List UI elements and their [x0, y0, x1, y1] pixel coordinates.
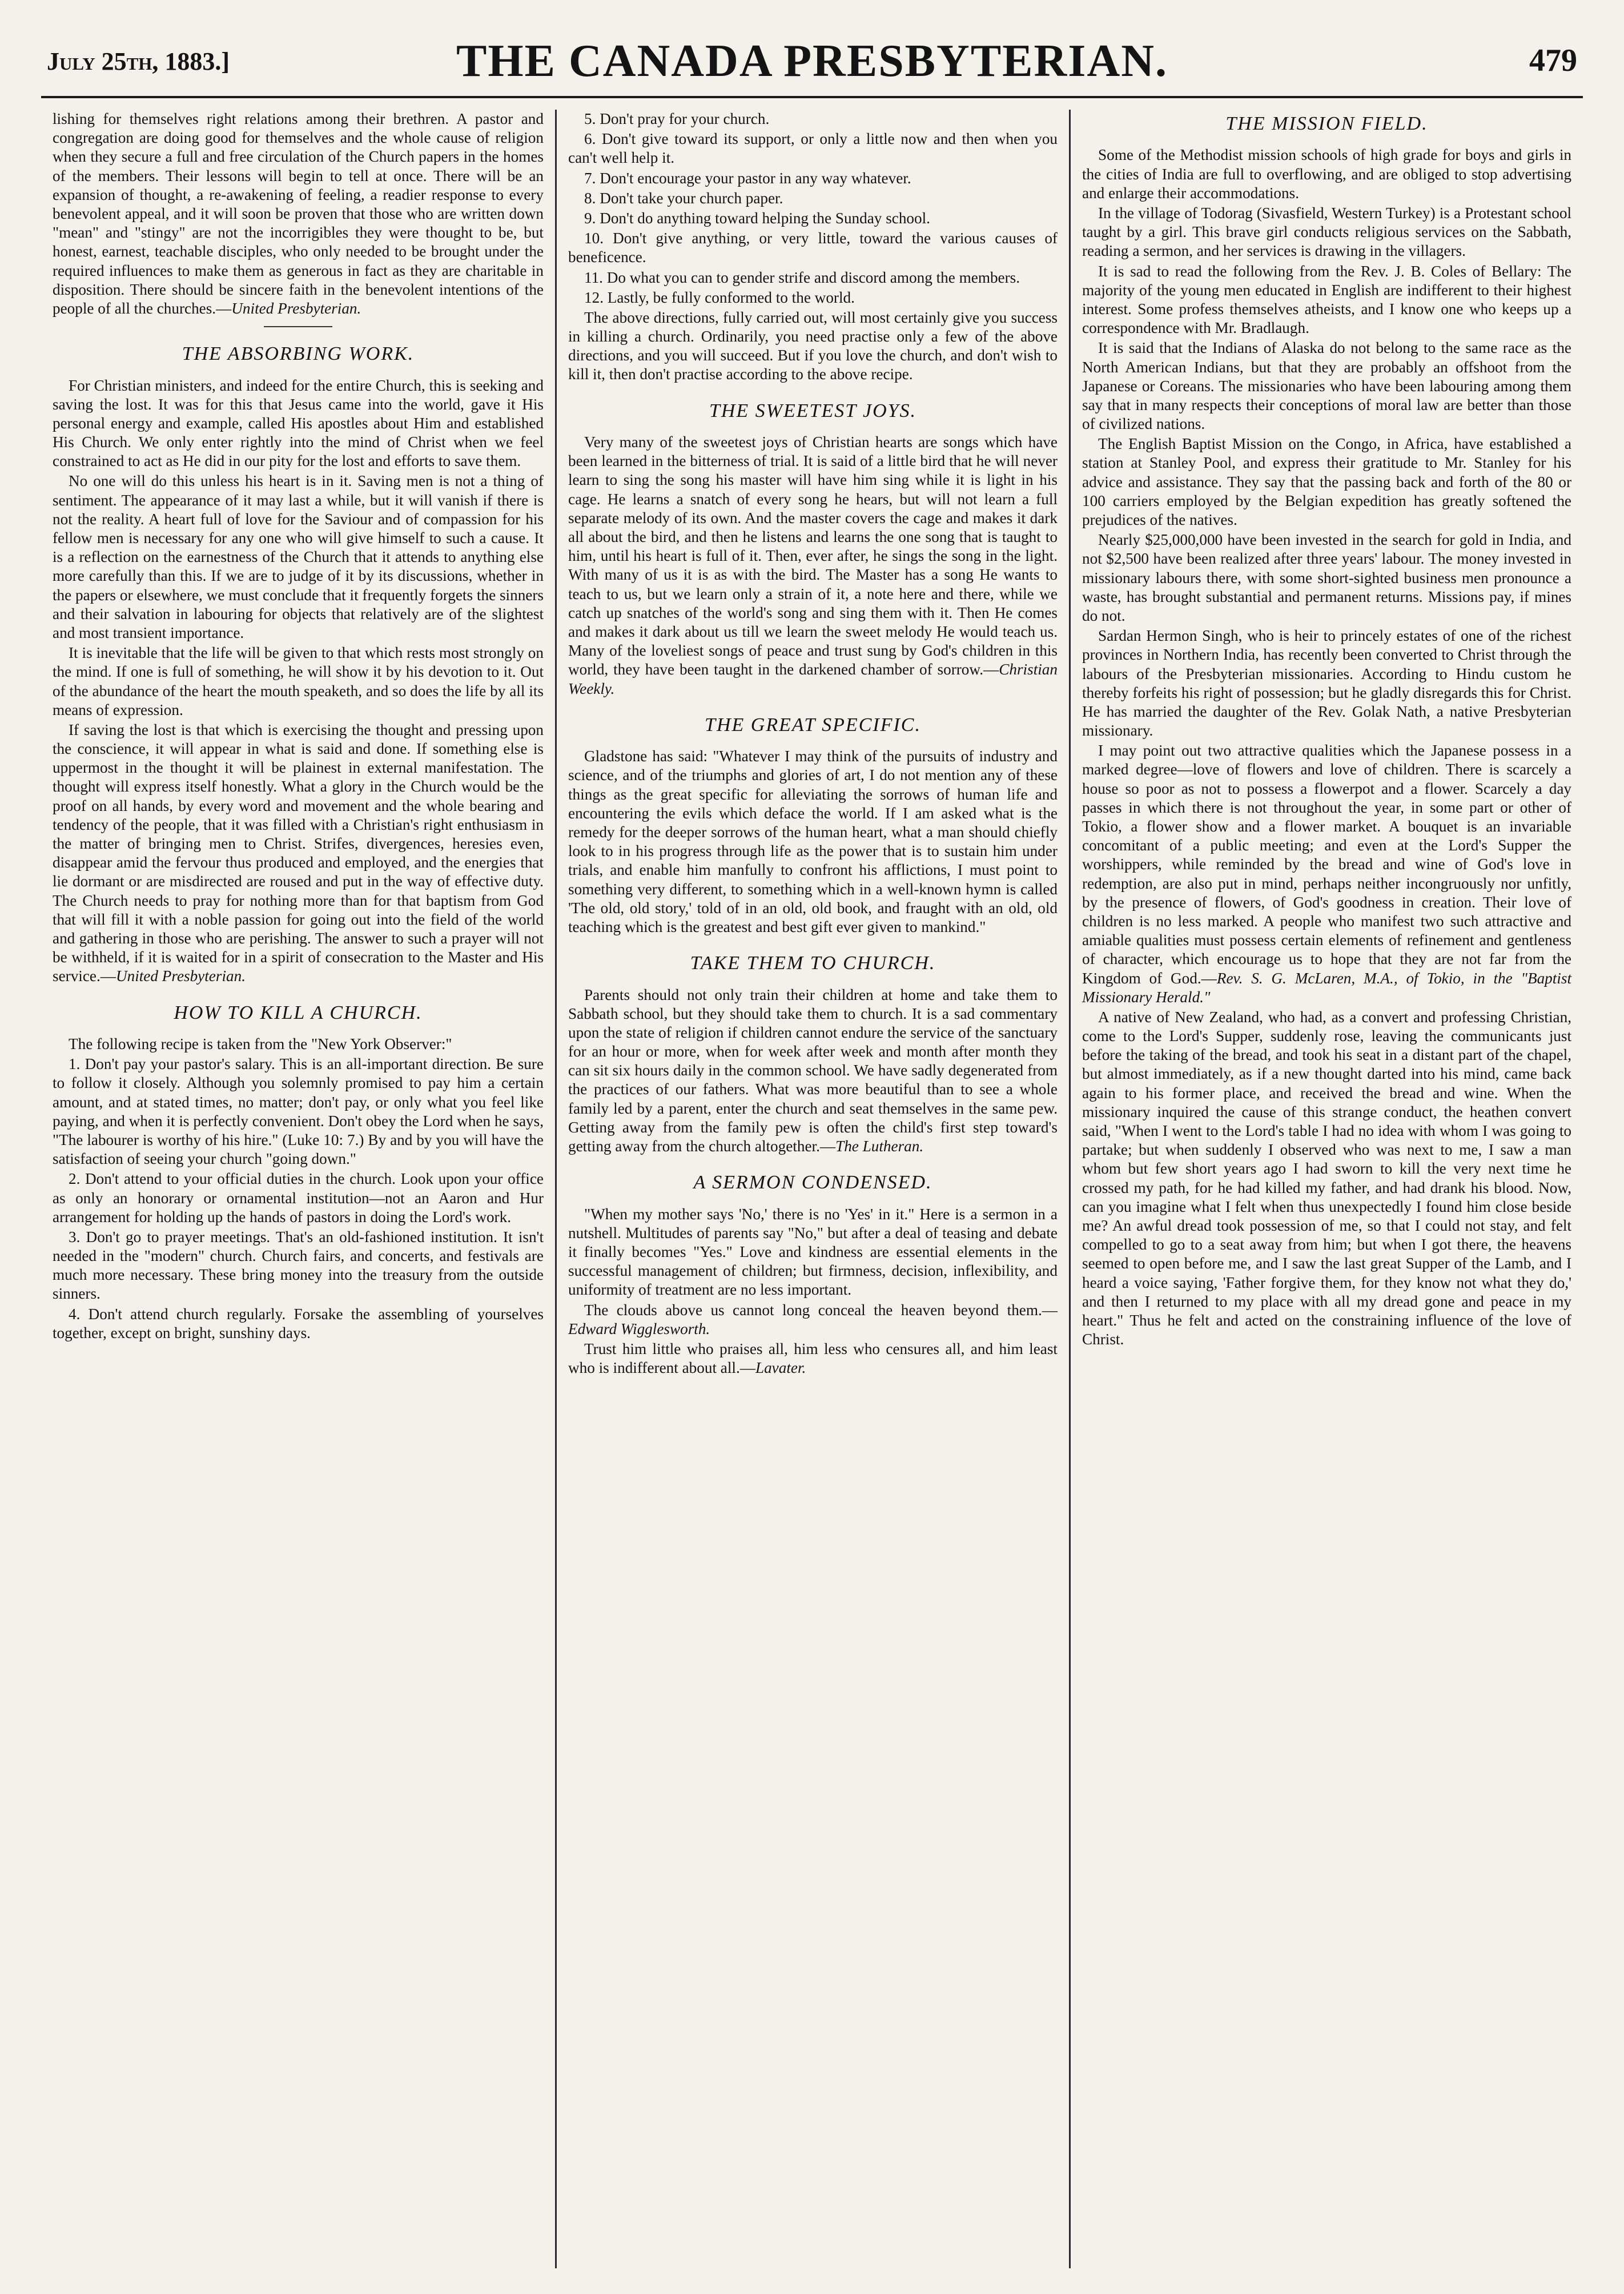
paragraph: It is said that the Indians of Alaska do not belong to the same race as the North American Indians, but that they are probably an offshoot from the Japanese or Coreans. The missionaries who have been labouring among them say that in many respects their conceptions of moral law are better than those of civilized nations. — [1082, 339, 1571, 433]
paragraph: If saving the lost is that which is exercising the thought and pressing upon the conscience, it will appear in what is said and done. If something else is uppermost in the thought it will be plainest in external manifestation. The thought will express itself honestly. What a glory in the Church would be the proof on all hands, by every word and movement and the whole bearing and tendency of the people, that it was filled with a Christian's right enthusiasm in the matter of bringing men to Christ. Strifes, divergences, heresies even, disappear amid the fervour thus produced and employed, and the energies that lie dormant or are misdirected are roused and put in the way of effective duty. The Church needs to pray for nothing more than for that baptism from God that will fill it with a noble passion for going out into the field of the world and gathering in those who are perishing. The answer to such a prayer will not be withheld, if it is waited for in a spirit of consecration to the Master and His service.—United Presbyterian. — [53, 721, 544, 985]
credit: Christian Weekly. — [568, 661, 1058, 697]
page-number: 479 — [1529, 43, 1577, 78]
newspaper-title: THE CANADA PRESBYTERIAN. — [456, 36, 1168, 86]
credit: Rev. S. G. McLaren, M.A., of Tokio, in the "Baptist Missionary Herald." — [1082, 969, 1571, 1006]
column-1 — [41, 110, 555, 2268]
columns — [41, 110, 1583, 2268]
paragraph: It is inevitable that the life will be given to that which rests most strongly on the mind. If one is full of something, he will show it by his devotion to it. Out of the abundance of the heart the mouth speaketh, and so does the life by all its means of expression. — [53, 644, 544, 718]
paragraph: Sardan Hermon Singh, who is heir to princely estates of one of the richest provinces in Northern India, has recently been converted to Christ through the labours of the Presbyterian missionaries. According to Hindu custom he thereby forfeits his right of possession; but he gladly disregards this for Christ. He has married the daughter of the Rev. Golak Nath, a native Presbyterian missionary. — [1082, 627, 1571, 740]
paragraph: The above directions, fully carried out, will most certainly give you success in killing a church. Ordinarily, you need practise only a few of the above directions, and you will succeed. But if you love the church, and don't wish to kill it, then don't practise according to the above recipe. — [568, 308, 1058, 383]
list-item: 1. Don't pay your pastor's salary. This is an all-important direction. Be sure to follow it closely. Although you solemnly promised to pay him a certain amount, and at stated times, no matter; don't pay, or only what you feel like paying, and when it is perfectly convenient. Don't obey the Lord when he says, "The labourer is worthy of his hire." (Luke 10: 7.) By and by you will have the satisfaction of seeing your church "going down." — [53, 1055, 544, 1168]
paragraph: The following recipe is taken from the "New York Observer:" — [69, 1035, 452, 1052]
column-3 — [1069, 110, 1583, 2268]
heading-sermon-condensed: A SERMON CONDENSED. — [693, 1172, 932, 1194]
paragraph: I may point out two attractive qualities which the Japanese possess in a marked degree—love of flowers and love of children. There is scarcely a house so poor as not to possess a flowerpot and a flower. Scarcely a day passes in which there is not throughout the year, in some part or other of Tokio, a flower show and a flower market. A bouquet is an invariable concomitant of a public meeting; and even at the Lord's Supper the worshippers, while reminded by the bread and wine of God's love in redemption, are also put in mind, perhaps neither incongruously nor unfitly, by the presence of flowers, of God's goodness in creation. Their love of children is no less marked. A people who manifest two such attractive and amiable qualities must possess certain elements of refinement and gentleness of character, which encourage us to hope that they are not far from the Kingdom of God.—Rev. S. G. McLaren, M.A., of Tokio, in the "Baptist Missionary Herald." — [1082, 742, 1571, 1006]
heading-how-to-kill-a-church: HOW TO KILL A CHURCH. — [174, 1002, 423, 1023]
paragraph: The English Baptist Mission on the Congo, in Africa, have established a station at Stanley Pool, and express their gratitude to Mr. Stanley for his advice and assistance. They say that the passing back and forth of the 80 or 100 carriers employed by the Belgian expedition has greatly softened the prejudices of the natives. — [1082, 435, 1571, 529]
paragraph: Gladstone has said: "Whatever I may think of the pursuits of industry and science, and of the triumphs and glories of art, I do not mention any of these things as the great specific for alleviating the sorrows of human life and encountering the evils which deface the world. If I am asked what is the remedy for the deeper sorrows of the human heart, what a man should chiefly look to in his progress through life as the power that is to sustain him under trials, and enable him manfully to confront his afflictions, I must point to something very different, to something which in a well-known hymn is called 'The old, old story,' told of in an old, old book, and fraught with an old, old teaching which is the greatest and best gift ever given to mankind." — [568, 748, 1058, 935]
list-item: 4. Don't attend church regularly. Forsake the assembling of yourselves together, except on bright, sunshiny days. — [53, 1305, 544, 1341]
newspaper-page — [41, 30, 1583, 2268]
paragraph: No one will do this unless his heart is in it. Saving men is not a thing of sentiment. The appearance of it may last a while, but it will vanish if there is not the reality. A heart full of love for the Saviour and of compassion for his fellow men is necessary for any one who will give himself to such a cause. It is a reflection on the earnestness of the Church that it attends to anything else more carefully than this. If we are to judge of it by its discussions, whether in the papers or elsewhere, we must conclude that it frequently forgets the sinners and their salvation in labouring for objects that relatively are of the slightest and most transient importance. — [53, 472, 544, 641]
list-item: 10. Don't give anything, or very little, toward the various causes of beneficence. — [568, 230, 1058, 266]
masthead — [41, 30, 1583, 98]
credit: Edward Wigglesworth. — [568, 1320, 710, 1337]
credit: Lavater. — [755, 1359, 806, 1377]
paragraph: Very many of the sweetest joys of Christian hearts are songs which have been learned in the bitterness of trial. It is said of a little bird that he will never learn to sing the song his master will have him sing while it is light in his cage. He learns a snatch of every song he hears, but will not learn a full separate melody of its own. And the master covers the cage and makes it dark all about the bird, and then he listens and learns the one song that is taught to him, until his heart is full of it. Then, ever after, he sings the song in the light. With many of us it is as with the bird. The Master has a song He wants to teach to us, but we learn only a strain of it, a note here and there, while we catch up snatches of the world's song and sing them with it. Then He comes and makes it dark about us till we learn the sweet melody He would teach us. Many of the loveliest songs of peace and trust sung by God's children in this world, they have been taught in the darkened chamber of sorrow.—Christian Weekly. — [568, 433, 1058, 697]
paragraph: Some of the Methodist mission schools of high grade for boys and girls in the cities of India are full to overflowing, and are obliged to stop advertising and enlarge their accommodations. — [1082, 146, 1571, 202]
paragraph: For Christian ministers, and indeed for the entire Church, this is seeking and saving the lost. It was for this that Jesus came into the world, gave it His personal energy and example, called His apostles about Him and established His Church. We only enter rightly into the mind of Christ when we feel constrained to act as He did in our pity for the lost and efforts to save them. — [53, 376, 544, 470]
list-item: 9. Don't do anything toward helping the Sunday school. — [584, 209, 930, 227]
heading-great-specific: THE GREAT SPECIFIC. — [705, 714, 921, 736]
list-item: 6. Don't give toward its support, or only a little now and then when you can't well help it. — [568, 130, 1058, 167]
list-item: 3. Don't go to prayer meetings. That's an old-fashioned institution. It isn't needed in the "modern" church. Church fairs, and concerts, and festivals are much more necessary. These bring money into the treasury from the outside sinners. — [53, 1228, 544, 1303]
heading-take-them-to-church: TAKE THEM TO CHURCH. — [690, 953, 936, 974]
heading-absorbing-work: THE ABSORBING WORK. — [182, 343, 415, 365]
list-item: 8. Don't take your church paper. — [584, 189, 783, 207]
issue-date: July 25th, 1883.] — [47, 47, 230, 75]
heading-sweetest-joys: THE SWEETEST JOYS. — [709, 400, 917, 421]
list-item: 7. Don't encourage your pastor in any way whatever. — [584, 169, 911, 187]
paragraph: A native of New Zealand, who had, as a convert and professing Christian, come to the Lord's Supper, suddenly rose, leaving the communicants just before the taking of the bread, and took his seat in a distant part of the chapel, but almost immediately, as if a new thought darted into his mind, came back again to his former place, and received the bread and wine. When the missionary inquired the cause of this strange conduct, the heathen convert said, "When I went to the Lord's table I had no idea with whom I was going to partake; but when suddenly I observed who was next to me, I saw a man whom but few short years ago I had sworn to kill the very next time he crossed my path, for he had killed my father, and had drank his blood. Now, can you imagine what I felt when thus unexpectedly I found him close beside me? An awful dread took possession of me, so that I could not stay, and felt compelled to go to a seat away from him; but when I got there, the heavens seemed to open before me, and I saw the last great Supper of the Lamb, and I heard a voice saying, 'Father forgive them, for they know not what they do,' and then I returned to my place with all my dread gone and peace in my heart." Thus he felt and acted on the constraining influence of the love of Christ. — [1082, 1008, 1571, 1348]
heading-mission-field: THE MISSION FIELD. — [1225, 113, 1428, 134]
article-continuation: lishing for themselves right relations among their brethren. A pastor and congregation are doing good for themselves and the whole cause of religion when they secure a full and free circulation of the Church papers in the homes of the members. Their lessons will begin to tell at once. There will be an expansion of thought, a re-awakening of feeling, a readier response to every benevolent appeal, and it will soon be proven that those who are written down "mean" and "stingy" are not the incorrigibles they were thought to be, but honest, earnest, teachable disciples, who only needed to be brought under the required influences to make them as generous in fact as they are charitable in disposition. There should be sincere faith in the benevolent intentions of the people of all the churches.—United Presbyterian. — [53, 110, 544, 317]
list-item: 12. Lastly, be fully conformed to the world. — [584, 288, 855, 306]
list-item: 11. Do what you can to gender strife and discord among the members. — [584, 268, 1020, 286]
list-item: 2. Don't attend to your official duties in the church. Look upon your office as only an honorary or ornamental institution—not an Aaron and Hur arrangement for holding up the hands of pastors in doing the Lord's work. — [53, 1170, 544, 1226]
paragraph: It is sad to read the following from the Rev. J. B. Coles of Bellary: The majority of the young men educated in English are indifferent to their highest interest. Some profess themselves atheists, and I know one who keeps up a correspondence with Mr. Bradlaugh. — [1082, 262, 1571, 337]
list-item: 5. Don't pray for your church. — [584, 110, 770, 127]
paragraph: Parents should not only train their children at home and take them to Sabbath school, but they should take them to church. It is a sad commentary upon the state of religion if children cannot endure the service of the sanctuary for an hour or more, when for week after week and month after month they can sit six hours daily in the common school. We have sadly degenerated from the practices of our fathers. What was more beautiful than to see a whole family led by a parent, enter the church and seat themselves in the same pew. Getting away from the family pew is often the child's first step toward's getting away from the church altogether.—The Lutheran. — [568, 986, 1058, 1155]
paragraph: The clouds above us cannot long conceal the heaven beyond them.—Edward Wigglesworth. — [568, 1301, 1058, 1337]
column-2 — [555, 110, 1069, 2268]
paragraph: Trust him little who praises all, him less who censures all, and him least who is indifferent about all.—Lavater. — [568, 1340, 1058, 1377]
divider — [264, 326, 332, 327]
paragraph: "When my mother says 'No,' there is no 'Yes' in it." Here is a sermon in a nutshell. Multitudes of parents say "No," but after a deal of teasing and debate it finally becomes "Yes." Love and kindness are essential elements in the successful management of children; but firmness, decision, inflexibility, and uniformity of treatment are no less important. — [568, 1205, 1058, 1299]
paragraph: In the village of Todorag (Sivasfield, Western Turkey) is a Protestant school taught by a girl. This brave girl conducts religious services on the Sabbath, reading a sermon, and her services is drawing in the villagers. — [1082, 204, 1571, 260]
paragraph: Nearly $25,000,000 have been invested in the search for gold in India, and not $2,500 have been realized after three years' labour. The money invested in missionary labours there, with some short-sighted business men pronounce a waste, has brought substantial and permanent returns. Missions pay, if mines do not. — [1082, 531, 1571, 624]
credit: The Lutheran. — [835, 1138, 924, 1155]
credit: United Presbyterian. — [231, 299, 361, 317]
credit: United Presbyterian. — [115, 967, 246, 985]
